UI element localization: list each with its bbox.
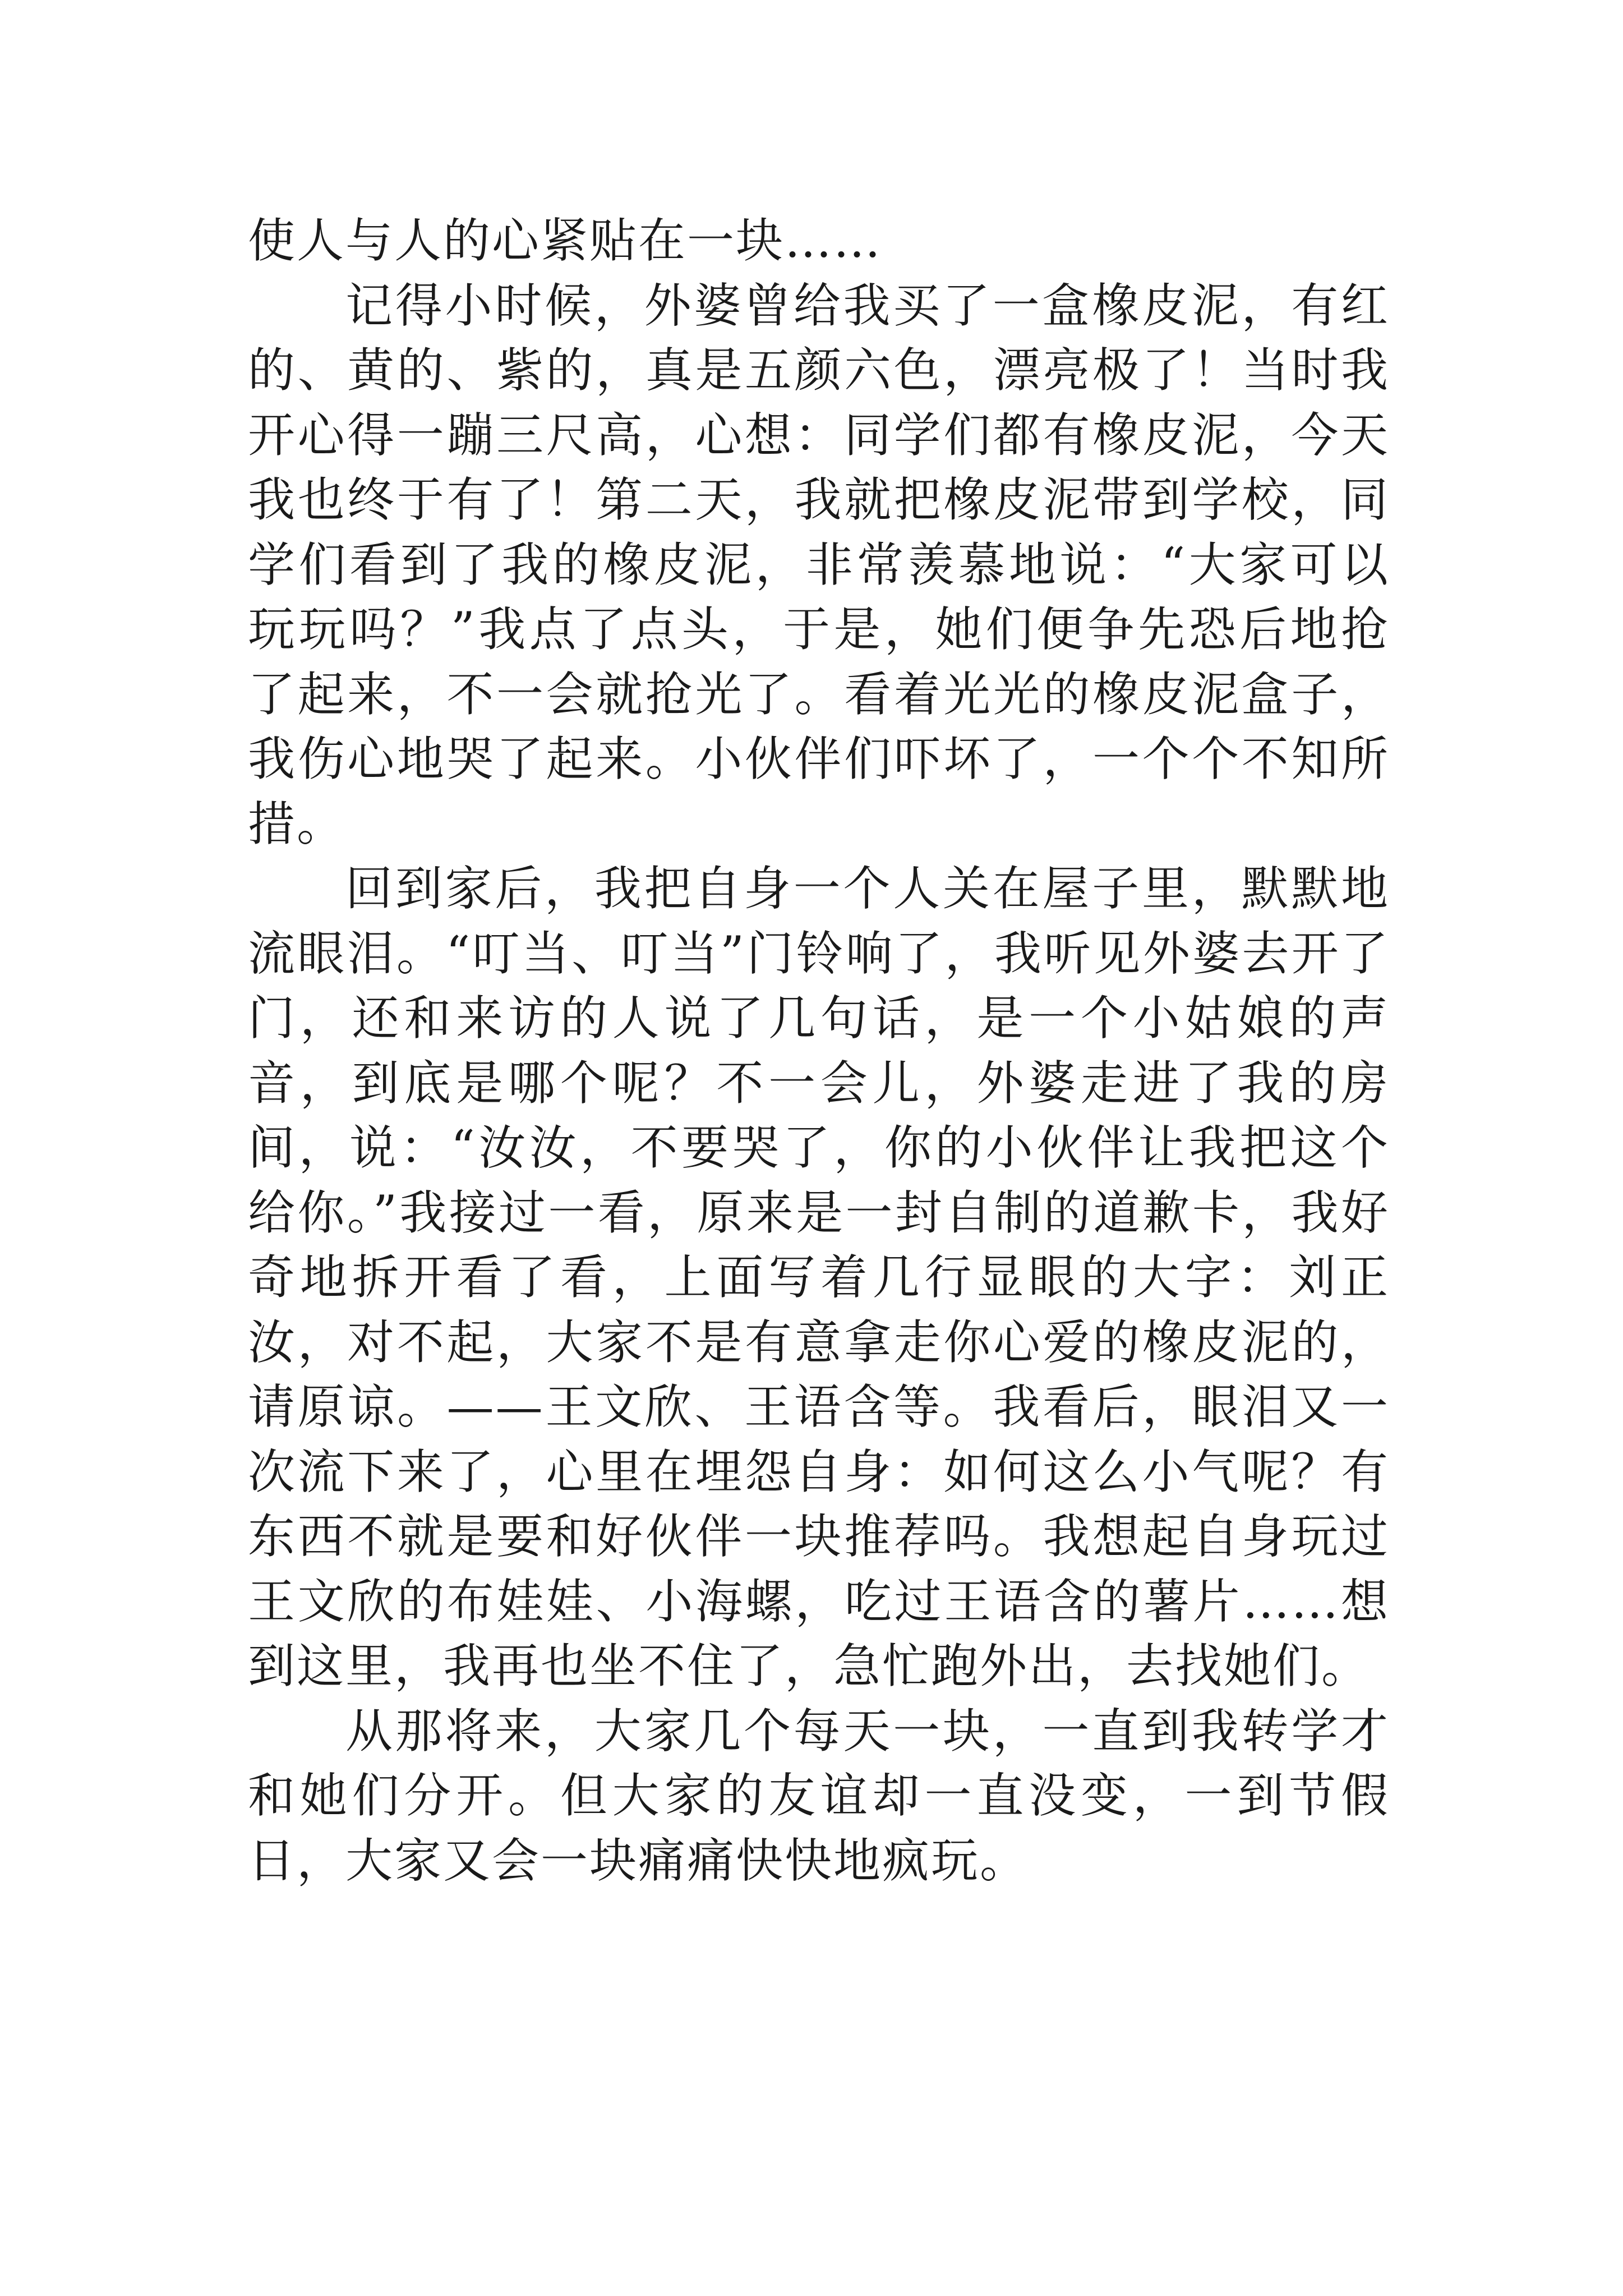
paragraph-continuation: 使人与人的心紧贴在一块…… [248, 213, 883, 268]
essay-body [248, 209, 1390, 1893]
paragraph-apology-card: 回到家后，我把自身一个人关在屋子里，默默地流眼泪。“叮当、叮当”门铃响了，我听见外婆去开了门，还和来访的人说了几句话，是一个小姑娘的声音，到底是哪个呢？不一会儿，外婆走进了我的房间，说：“汝汝，不要哭了，你的小伙伴让我把这个给你。”我接过一看，原来是一封自制的道歉卡，我好奇地拆开看了看，上面写着几行显眼的大字：刘正汝，对不起，大家不是有意拿走你心爱的橡皮泥的，请原谅。——王文欣、王语含等。我看后，眼泪又一次流下来了，心里在埋怨自身：如何这么小气呢？有东西不就是要和好伙伴一块推荐吗。我想起自身玩过王文欣的布娃娃、小海螺，吃过王语含的薯片……想到这里，我再也坐不住了，急忙跑外出，去找她们。 [248, 861, 1390, 1694]
paragraph-plasticine-gift: 记得小时候，外婆曾给我买了一盒橡皮泥，有红的、黄的、紫的，真是五颜六色，漂亮极了！当时我开心得一蹦三尺高，心想：同学们都有橡皮泥，今天我也终于有了！第二天，我就把橡皮泥带到学校，同学们看到了我的橡皮泥，非常羡慕地说：“大家可以玩玩吗？”我点了点头，于是，她们便争先恐后地抢了起来，不一会就抢光了。看着光光的橡皮泥盒子，我伤心地哭了起来。小伙伴们吓坏了，一个个不知所措。 [248, 278, 1390, 852]
paragraph-friendship: 从那将来，大家几个每天一块，一直到我转学才和她们分开。但大家的友谊却一直没变，一到节假日，大家又会一块痛痛快快地疯玩。 [248, 1703, 1390, 1888]
